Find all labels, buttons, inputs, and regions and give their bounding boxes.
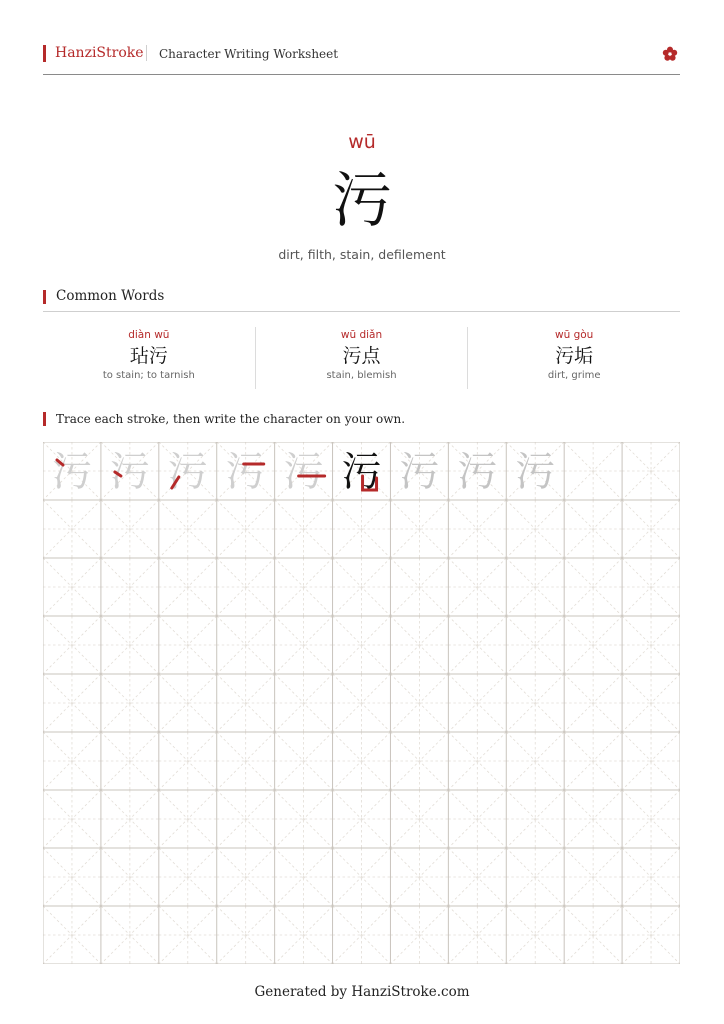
word-card (256, 327, 469, 389)
trace-character: 污 (515, 449, 556, 495)
word-meaning: dirt, grime (547, 370, 601, 381)
stroke-order-step: 污 (109, 449, 150, 495)
character-pinyin: wū (348, 131, 376, 153)
character-meaning: dirt, filth, stain, defilement (278, 247, 446, 262)
word-hanzi: 污点 (342, 345, 381, 367)
trace-character: 污 (457, 449, 498, 495)
header-divider (146, 45, 147, 61)
word-meaning: to stain; to tarnish (102, 370, 195, 381)
stroke-order-step: 污 (51, 449, 92, 495)
word-pinyin: diàn wū (128, 329, 170, 341)
word-pinyin: wū gòu (555, 329, 594, 341)
common-words-title: Common Words (56, 288, 165, 304)
common-words-list (43, 327, 680, 389)
section-accent-bar (43, 412, 46, 426)
main-character: 污 (332, 166, 392, 236)
practice-grid (43, 442, 680, 964)
stroke-order-step: 污 (283, 449, 324, 495)
practice-instruction: Trace each stroke, then write the character on your own. (56, 412, 406, 426)
stroke-order-step: 污 (167, 449, 208, 495)
brand-accent-bar (43, 45, 46, 62)
section-accent-bar (43, 290, 46, 304)
plum-blossom-icon (662, 46, 678, 62)
stroke-order-step: 污 (225, 449, 266, 495)
word-hanzi: 污垢 (555, 345, 594, 367)
trace-character: 污 (399, 449, 440, 495)
footer-credit: Generated by HanziStroke.com (254, 984, 470, 1000)
worksheet-header (43, 44, 680, 75)
brand-name: HanziStroke (55, 45, 144, 61)
word-meaning: stain, blemish (326, 370, 397, 381)
stroke-order-step: 污 (341, 449, 382, 495)
word-pinyin: wū diǎn (340, 329, 383, 341)
word-hanzi: 玷污 (129, 345, 168, 367)
worksheet-subtitle: Character Writing Worksheet (159, 47, 339, 61)
word-card (43, 327, 256, 389)
word-card (468, 327, 680, 389)
section-divider (43, 311, 680, 312)
